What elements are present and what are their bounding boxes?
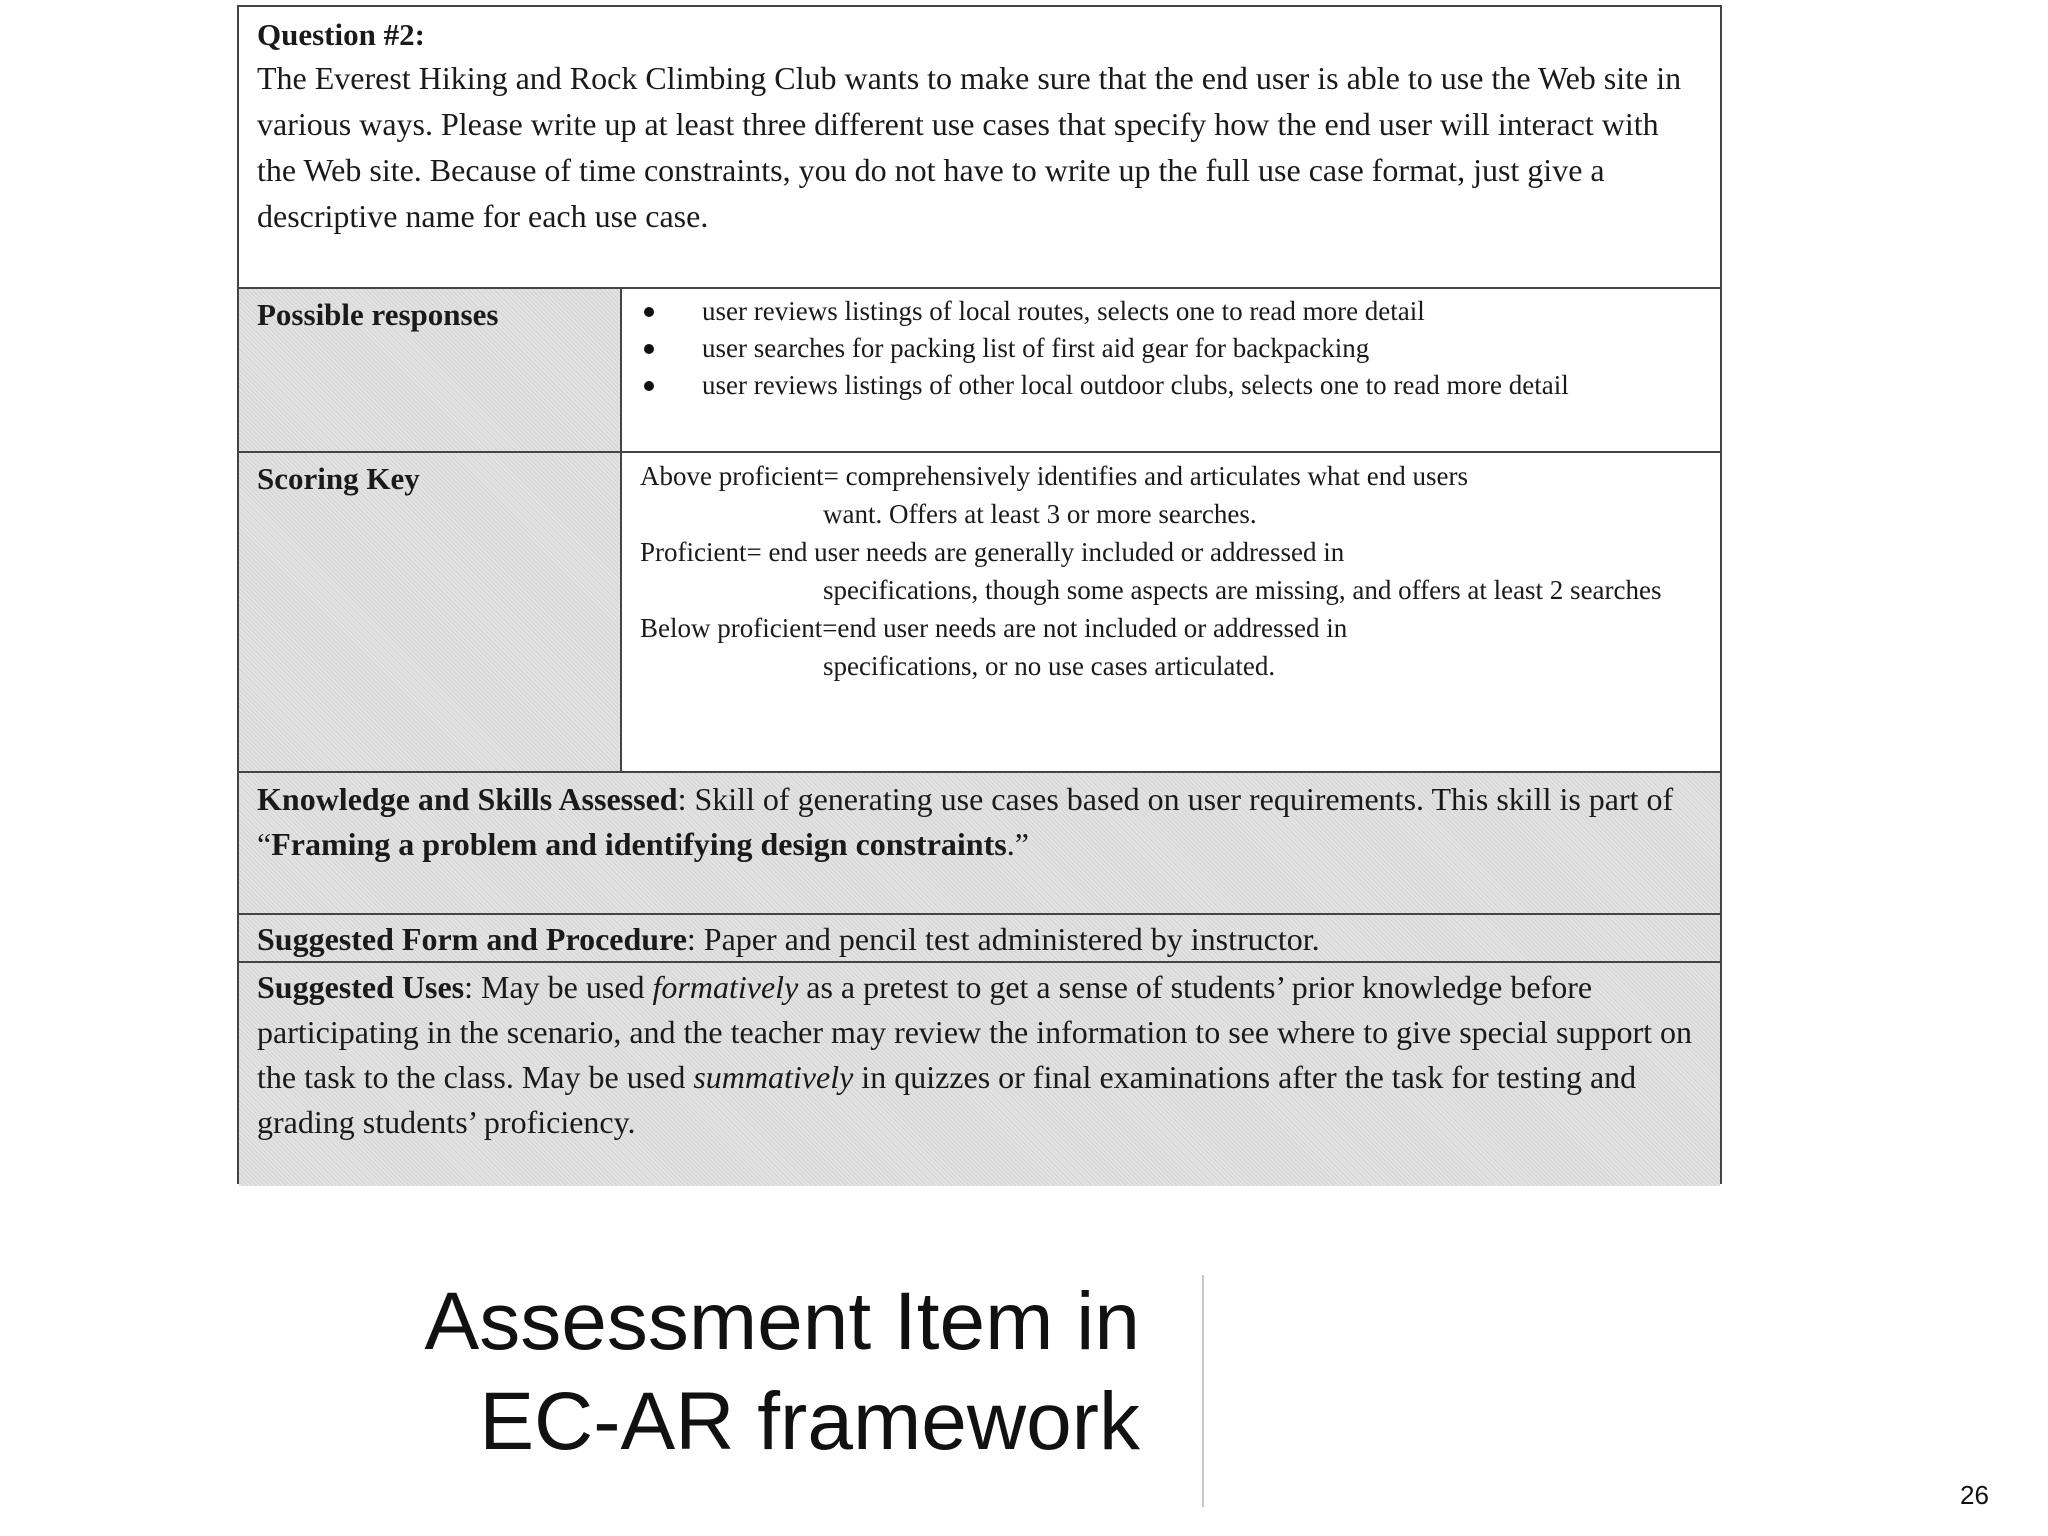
list-item [640, 330, 1702, 367]
scoring-level-head: Below proficient=end user needs are not included or addressed in [640, 613, 1348, 643]
response-text: user searches for packing list of first aid gear for backpacking [702, 333, 1370, 363]
scoring-level-rest: want. Offers at least 3 or more searches. [823, 499, 1257, 529]
slide-title-line: Assessment Item in [424, 1276, 1140, 1367]
knowledge-label: Knowledge and Skills Assessed [257, 781, 678, 817]
scoring-level [640, 533, 1702, 609]
list-item [640, 293, 1702, 330]
scoring-level-rest: specifications, or no use cases articulated. [823, 651, 1276, 681]
responses-content [622, 289, 1720, 451]
knowledge-text: Skill of generating use cases based on user requirements. This skill is part of “ [257, 781, 1674, 862]
slide-number: 26 [1960, 1480, 1989, 1510]
scoring-row [239, 451, 1720, 771]
bullet-icon [644, 381, 654, 391]
assessment-item-table [237, 5, 1722, 1184]
slide-title-line: EC-AR framework [479, 1376, 1140, 1467]
scoring-label: Scoring Key [239, 453, 622, 771]
responses-list [640, 293, 1702, 404]
uses-text: in quizzes or final examinations after the task for testing and grading students’ proficiency. [257, 1059, 1637, 1140]
uses-row: Suggested Uses: May be used formatively as a pretest to get a sense of students’ prior knowledge before participating in the scenario, and the teacher may review the information to see where to give special support on the task to the class. May be used summatively in quizzes or final examinations after the task for testing and grading students’ proficiency. [239, 961, 1720, 1186]
knowledge-emphasis: Framing a problem and identifying design constraints [271, 826, 1007, 862]
procedure-row: Suggested Form and Procedure: Paper and pencil test administered by instructor. [239, 913, 1720, 961]
response-text: user reviews listings of local routes, selects one to read more detail [702, 296, 1425, 326]
scoring-level [640, 609, 1702, 685]
uses-text: as a pretest to get a sense of students’ prior knowledge before participating in the scenario, and the teacher may review the information to see where to give special support on the task to the class. May be used [257, 969, 1693, 1095]
scoring-level-head: Proficient= end user needs are generally included or addressed in [640, 537, 1345, 567]
procedure-text: Paper and pencil test administered by instructor. [703, 921, 1320, 957]
slide-title [300, 1272, 1140, 1472]
knowledge-text-end: .” [1006, 826, 1029, 862]
question-row [239, 7, 1720, 287]
bullet-icon [644, 307, 654, 317]
vertical-divider [1202, 1275, 1204, 1507]
list-item [640, 367, 1702, 404]
scoring-level [640, 457, 1702, 533]
knowledge-row: Knowledge and Skills Assessed: Skill of generating use cases based on user requirements. This skill is part of “Framing a problem and identifying design constraints.” [239, 771, 1720, 913]
procedure-label: Suggested Form and Procedure [257, 921, 687, 957]
bullet-icon [644, 344, 654, 354]
response-text: user reviews listings of other local outdoor clubs, selects one to read more detail [702, 370, 1569, 400]
uses-label: Suggested Uses [257, 969, 465, 1005]
responses-row [239, 287, 1720, 451]
uses-emphasis: formatively [652, 969, 799, 1005]
scoring-level-head: Above proficient= comprehensively identifies and articulates what end users [640, 461, 1468, 491]
scoring-content [622, 453, 1720, 771]
uses-emphasis: summatively [693, 1059, 854, 1095]
responses-label: Possible responses [239, 289, 622, 451]
question-title: Question #2: [257, 17, 425, 52]
scoring-level-rest: specifications, though some aspects are missing, and offers at least 2 searches [823, 575, 1662, 605]
question-body: The Everest Hiking and Rock Climbing Club wants to make sure that the end user is able to use the Web site in various ways. Please write up at least three different use cases that specify how the end user will interact with the Web site. Because of time constraints, you do not have to write up the full use case format, just give a descriptive name for each use case. [257, 60, 1682, 234]
uses-text: May be used [481, 969, 645, 1005]
